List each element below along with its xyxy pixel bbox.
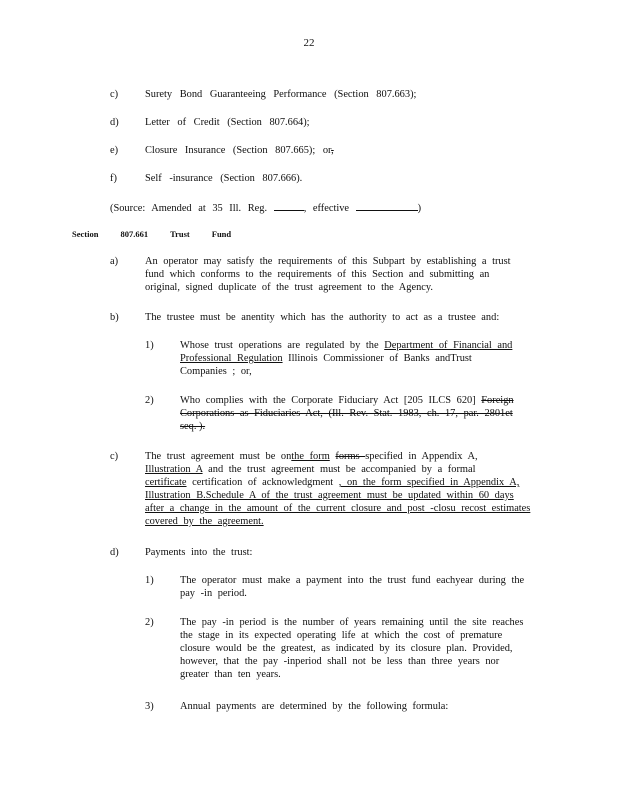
struck-text: Corporations as Fiduciaries Act, (Ill. Rev. Stat. 1983, ch. 17, par. 2801et — [180, 408, 513, 419]
paragraph-line: Annual payments are determined by the following formula: — [180, 701, 449, 712]
paragraph-line: Professional Regulation Illinois Commissioner of Banks andTrust — [180, 353, 472, 364]
struck-text: forms — [335, 451, 366, 462]
list-label: d) — [110, 547, 119, 558]
list-text: Closure Insurance (Section 807.665); or, — [145, 145, 334, 156]
blank-line — [356, 200, 418, 211]
inserted-text: Department of Financial and — [384, 340, 513, 351]
paragraph-line: the stage in its expected operating life at which the cost of premature — [180, 630, 503, 641]
list-label: 2) — [145, 395, 154, 406]
blank-line — [274, 200, 304, 211]
inserted-text: covered by the agreement. — [145, 516, 264, 527]
list-label: c) — [110, 89, 119, 100]
paragraph-line: Who complies with the Corporate Fiduciary Act [205 ILCS 620] Foreign — [180, 395, 514, 406]
paragraph-line: original, signed duplicate of the trust agreement to the Agency. — [145, 282, 434, 293]
paragraph-line: Companies ; or, — [180, 366, 252, 377]
struck-text: Foreign — [481, 395, 514, 406]
paragraph-line: The operator must make a payment into the trust fund eachyear during the — [180, 575, 525, 586]
struck-text: , — [331, 145, 334, 156]
paragraph-line: Illustration A and the trust agreement must be accompanied by a formal — [145, 464, 476, 475]
list-label: a) — [110, 256, 119, 267]
list-text: Letter of Credit (Section 807.664); — [145, 117, 310, 128]
list-label: d) — [110, 117, 119, 128]
inserted-text: Illustration A — [145, 464, 203, 475]
inserted-text: Professional Regulation — [180, 353, 283, 364]
paragraph-line: closure would be the greatest, as indicated by its closure plan. Provided, — [180, 643, 513, 654]
list-label: e) — [110, 145, 119, 156]
inserted-text: Illustration B.Schedule A of the trust agreement must be updated within 60 days — [145, 490, 514, 501]
list-label: f) — [110, 173, 117, 184]
paragraph-line: greater than ten years. — [180, 669, 281, 680]
paragraph-line: however, that the pay -inperiod shall not be less than three years nor — [180, 656, 500, 667]
source-note: (Source: Amended at 35 Ill. Reg. , effective ) — [110, 200, 421, 216]
section-heading: Section 807.661 Trust Fund — [72, 229, 232, 239]
struck-text: seq. ). — [180, 421, 206, 432]
list-text: Self -insurance (Section 807.666). — [145, 173, 303, 184]
list-label: 1) — [145, 340, 154, 351]
paragraph-line: certificate certification of acknowledgment , on the form specified in Appendix A, — [145, 477, 520, 488]
inserted-text: certificate — [145, 477, 187, 488]
paragraph-line: The trust agreement must be onthe form forms specified in Appendix A, — [145, 451, 478, 462]
page-number: 22 — [303, 37, 315, 49]
paragraph-line: The trustee must be anentity which has the authority to act as a trustee and: — [145, 312, 500, 323]
list-label: 2) — [145, 617, 154, 628]
list-label: 1) — [145, 575, 154, 586]
paragraph-line: Payments into the trust: — [145, 547, 253, 558]
inserted-text: after a change in the amount of the current closure and post -closu recost estimates — [145, 503, 531, 514]
inserted-text: the form — [291, 451, 330, 462]
paragraph-line: An operator may satisfy the requirements of this Subpart by establishing a trust — [145, 256, 511, 267]
list-label: 3) — [145, 701, 154, 712]
list-text: Surety Bond Guaranteeing Performance (Section 807.663); — [145, 89, 417, 100]
paragraph-line: Whose trust operations are regulated by the Department of Financial and — [180, 340, 513, 351]
paragraph-line: fund which conforms to the requirements of this Section and submitting an — [145, 269, 490, 280]
paragraph-line: The pay -in period is the number of years remaining until the site reaches — [180, 617, 524, 628]
list-label: c) — [110, 451, 119, 462]
inserted-text: , on the form specified in Appendix A, — [338, 477, 520, 488]
list-label: b) — [110, 312, 119, 323]
paragraph-line: pay -in period. — [180, 588, 247, 599]
